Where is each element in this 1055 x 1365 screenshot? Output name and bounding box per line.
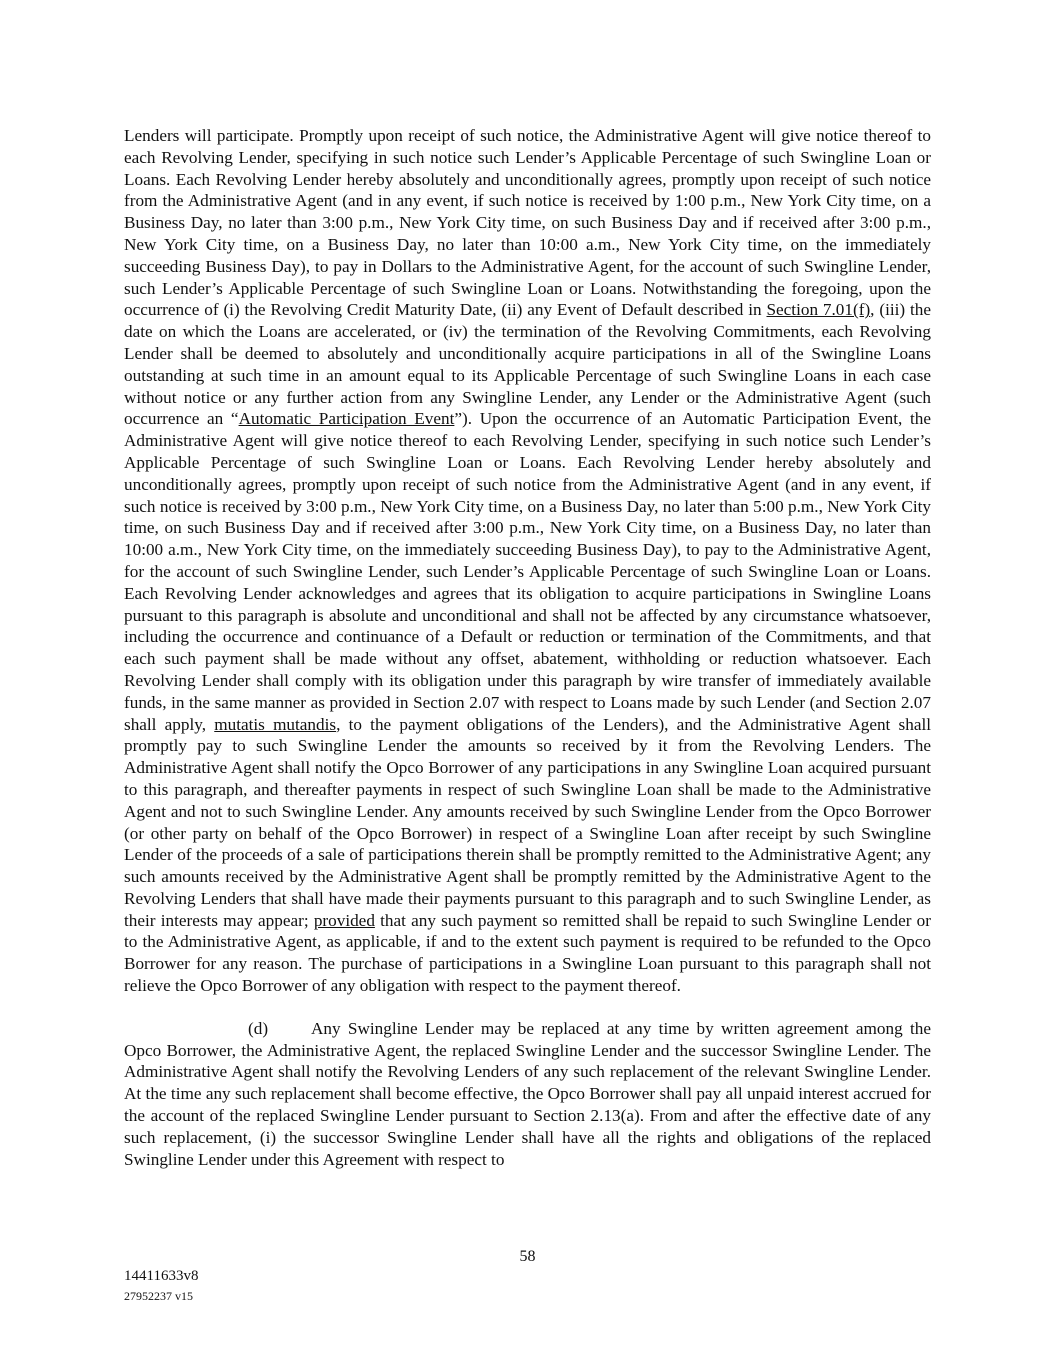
- page-number: 58: [519, 1248, 536, 1265]
- paragraph-d-text: Any Swingline Lender may be replaced at any time by written agreement among the Opco Borrower, the Administrative Agent, the replaced Swingline Lender and the successor Swingline Lender. The Administrative Agent shall notify the Revolving Lenders of any such replacement of the relevant Swingline Lender. At the time any such replacement shall become effective, the Opco Borrower shall pay all unpaid interest accrued for the account of the replaced Swingline Lender pursuant to Section 2.13(a). From and after the effective date of any such replacement, (i) the successor Swingline Lender shall have all the rights and obligations of the replaced Swingline Lender under this Agreement with respect to: [124, 1018, 931, 1169]
- paragraph-d-label: (d): [248, 1018, 269, 1038]
- paragraph-c-text-1: Lenders will participate. Promptly upon receipt of such notice, the Administrative Agent will give notice thereof to each Revolving Lender, specifying in such notice such Lender’s Applicable Percentage of such Swingline Loan or Loans. Each Revolving Lender hereby absolutely and unconditionally agrees, promptly upon receipt of such notice from the Administrative Agent (and in any event, if such notice is received by 1:00 p.m., New York City time, on a Business Day, no later than 3:00 p.m., New York City time, on such Business Day and if received after 3:00 p.m., New York City time, on a Business Day, no later than 10:00 a.m., New York City time, on the immediately succeeding Business Day), to pay in Dollars to the Administrative Agent, for the account of such Swingline Lender, such Lender’s Applicable Percentage of such Swingline Loan or Loans. Notwithstanding the foregoing, upon the occurrence of (i) the Revolving Credit Maturity Date, (ii) any Event of Default described in: [124, 126, 931, 320]
- paragraph-c-text-2: , (iii) the date on which the Loans are accelerated, or (iv) the termination of the Revolving Commitments, each Revolving Lender shall be deemed to absolutely and unconditionally acquire participations in all of the Swingline Loans outstanding at such time in an amount equal to its Applicable Percentage of such Swingline Loans in each case without notice or any further action from any Swingline Lender, any Lender or the Administrative Agent (such occurrence an “: [124, 300, 931, 429]
- paragraph-d: [124, 1018, 931, 1171]
- latin-term: mutatis mutandis: [214, 714, 337, 734]
- paragraph-c-text-5: that any such payment so remitted shall be repaid to such Swingline Lender or to the Administrative Agent, as applicable, if and to the extent such payment is required to be refunded to the Opco Borrower for any reason. The purchase of participations in a Swingline Loan pursuant to this paragraph shall not relieve the Opco Borrower of any obligation with respect to the payment thereof.: [124, 910, 931, 996]
- section-reference-link: Section 7.01(f): [766, 300, 871, 320]
- paragraph-c-text-4: , to the payment obligations of the Lenders), and the Administrative Agent shall promptly pay to such Swingline Lender the amounts so received by it from the Revolving Lenders. The Administrative Agent shall notify the Opco Borrower of any participations in any Swingline Loan acquired pursuant to this paragraph, and thereafter payments in respect of such Swingline Loan shall be made to the Administrative Agent and not to such Swingline Lender. Any amounts received by such Swingline Lender from the Opco Borrower (or other party on behalf of the Opco Borrower) in respect of a Swingline Loan after receipt by such Swingline Lender of the proceeds of a sale of participations therein shall be promptly remitted to the Administrative Agent; any such amounts received by the Administrative Agent shall be promptly remitted by the Administrative Agent to the Revolving Lenders that shall have made their payments pursuant to this paragraph and to such Swingline Lender, as their interests may appear;: [124, 714, 932, 930]
- paragraph-c: [124, 125, 931, 997]
- proviso-term: provided: [313, 910, 375, 930]
- document-id-primary: 14411633v8: [124, 1268, 199, 1284]
- document-id-secondary: 27952237 v15: [124, 1289, 193, 1303]
- paragraph-c-text-3: ”). Upon the occurrence of an Automatic Participation Event, the Administrative Agent will give notice thereof to each Revolving Lender, specifying in such notice such Lender’s Applicable Percentage of such Swingline Loan or Loans. Each Revolving Lender hereby absolutely and unconditionally agrees, promptly upon receipt of such notice from the Administrative Agent (and in any event, if such notice is received by 3:00 p.m., New York City time, on a Business Day, no later than 5:00 p.m., New York City time, on such Business Day and if received after 3:00 p.m., New York City time, on a Business Day, no later than 10:00 a.m., New York City time, on the immediately succeeding Business Day), to pay to the Administrative Agent, for the account of such Swingline Lender, such Lender’s Applicable Percentage of such Swingline Loan or Loans. Each Revolving Lender acknowledges and agrees that its obligation to acquire participations in Swingline Loans pursuant to this paragraph is absolute and unconditional and shall not be affected by any circumstance whatsoever, including the occurrence and continuance of a Default or reduction or termination of the Commitments, and that each such payment shall be made without any offset, abatement, withholding or reduction whatsoever. Each Revolving Lender shall comply with its obligation under this paragraph by wire transfer of immediately available funds, in the same manner as provided in Section 2.07 with respect to Loans made by such Lender (and Section 2.07 shall apply,: [124, 409, 931, 734]
- defined-term: Automatic Participation Event: [238, 409, 455, 429]
- document-body: [124, 125, 931, 1170]
